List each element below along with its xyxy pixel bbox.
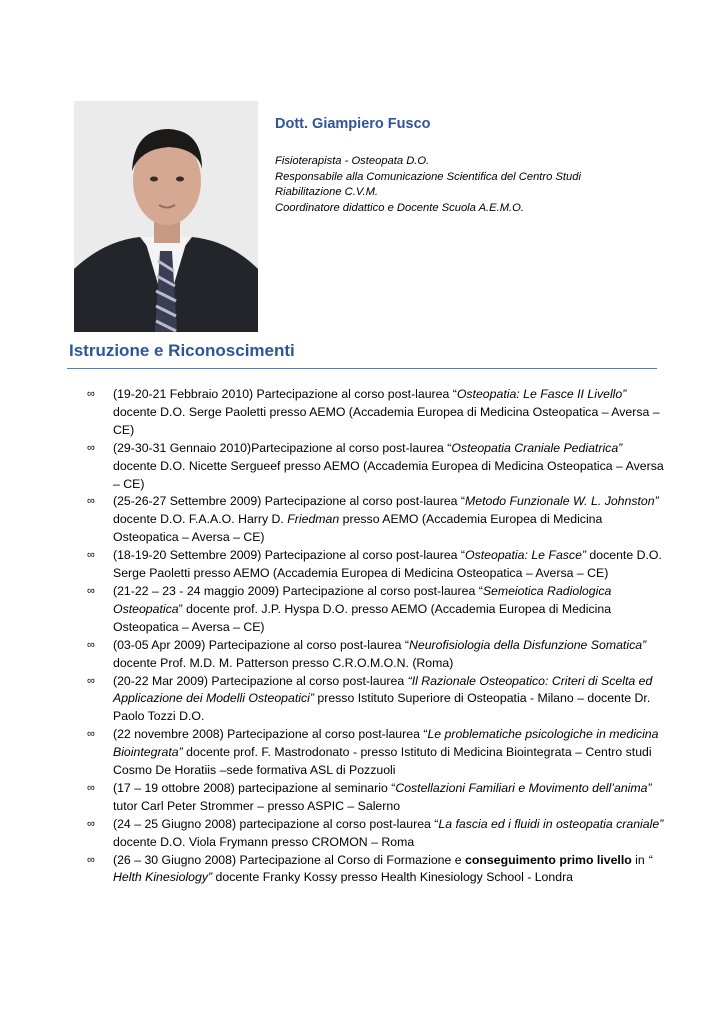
entry-text: (25-26-27 Settembre 2009) Partecipazione al corso post-laurea “ — [113, 494, 466, 509]
entry-text: docente D.O. F.A.A.O. Harry D. — [113, 512, 288, 527]
italic-text: Le problematiche psicologiche in medicina Biointegrata” — [113, 727, 659, 760]
list-item — [87, 852, 667, 888]
bold-text: conseguimento primo livello — [465, 852, 632, 867]
entry-text: docente D.O. Serge Paoletti presso AEMO (Accademia Europea di Medicina Osteopatica – Aversa – CE) — [113, 548, 662, 581]
infinity-bullet-icon: ∞ — [87, 441, 95, 454]
infinity-bullet-icon: ∞ — [87, 495, 95, 508]
profile-role: Fisioterapista - Osteopata D.O. — [275, 155, 430, 167]
education-list — [87, 386, 667, 887]
entry-text: (29-30-31 Gennaio 2010)Partecipazione al corso post-laurea “ — [113, 440, 452, 455]
list-item — [87, 547, 667, 583]
entry-text: (17 – 19 ottobre 2008) partecipazione al seminario “ — [113, 780, 396, 795]
entry-text: docente Prof. M.D. M. Patterson presso C.R.O.M.O.N. (Roma) — [113, 655, 454, 670]
entry-text: (03-05 Apr 2009) Partecipazione al corso post-laurea “ — [113, 637, 409, 652]
list-item — [87, 673, 667, 727]
entry-text: ” docente prof. J.P. Hyspa D.O. presso AEMO (Accademia Europea di Medicina Osteopatica – Aversa – CE) — [113, 601, 612, 634]
infinity-bullet-icon: ∞ — [87, 549, 95, 562]
italic-text: Semeiotica Radiologica Osteopatica — [113, 583, 612, 616]
entry-text: docente D.O. Serge Paoletti presso AEMO (Accademia Europea di Medicina Osteopatica – Aversa – CE) — [113, 404, 660, 437]
italic-text: Metodo Funzionale W. L. Johnston” — [465, 494, 659, 509]
italic-text: “ Helth Kinesiology” — [113, 852, 653, 885]
section-title: Istruzione e Riconoscimenti — [69, 341, 295, 360]
italic-text: “Il Razionale Osteopatico: Criteri di Scelta ed Applicazione dei Modelli Osteopatici” — [113, 673, 653, 706]
profile-name: Dott. Giampiero Fusco — [275, 116, 431, 132]
italic-text: Osteopatia Craniale Pediatrica” — [451, 440, 623, 455]
infinity-bullet-icon: ∞ — [87, 817, 95, 830]
profile-role: Coordinatore didattico e Docente Scuola A.E.M.O. — [275, 201, 524, 214]
italic-text: La fascia ed i fluidi in osteopatia craniale” — [438, 816, 664, 831]
infinity-bullet-icon: ∞ — [87, 674, 95, 687]
list-item — [87, 386, 667, 440]
portrait-image — [74, 101, 258, 332]
entry-text: presso AEMO (Accademia Europea di Medicina Osteopatica – Aversa – CE) — [113, 512, 603, 545]
profile-role: Responsabile alla Comunicazione Scientifica del Centro Studi — [275, 170, 581, 183]
entry-text: (21-22 – 23 - 24 maggio 2009) Partecipazione al corso post-laurea “ — [113, 583, 483, 598]
entry-text: tutor Carl Peter Strommer – presso ASPIC – Salerno — [113, 798, 401, 813]
infinity-bullet-icon: ∞ — [87, 388, 95, 400]
italic-text: Osteopatia: Le Fasce” — [465, 548, 587, 563]
list-item — [87, 726, 667, 780]
profile-role: Riabilitazione C.V.M. — [275, 186, 379, 199]
profile-header — [275, 116, 685, 216]
italic-text: Costellazioni Familiari e Movimento dell’anima” — [395, 780, 652, 795]
section-divider — [67, 368, 657, 369]
italic-text: Neurofisiologia della Disfunzione Somatica” — [408, 637, 647, 652]
italic-text: Friedman — [287, 512, 340, 527]
entry-text: (24 – 25 Giugno 2008) partecipazione al corso post-laurea “ — [113, 816, 439, 831]
entry-text: (20-22 Mar 2009) Partecipazione al corso post-laurea — [113, 673, 408, 688]
list-item — [87, 440, 667, 494]
entry-text: (22 novembre 2008) Partecipazione al corso post-laurea “ — [113, 727, 428, 742]
italic-text: Osteopatia: Le Fasce II Livello” — [456, 387, 627, 401]
entry-text: presso Istituto Superiore di Osteopatia - Milano – docente Dr. Paolo Tozzi D.O. — [113, 691, 651, 724]
profile-photo — [74, 101, 258, 332]
entry-text: (18-19-20 Settembre 2009) Partecipazione al corso post-laurea “ — [113, 548, 466, 563]
infinity-bullet-icon: ∞ — [87, 853, 95, 866]
list-item — [87, 637, 667, 673]
infinity-bullet-icon: ∞ — [87, 781, 95, 794]
entry-text: (19-20-21 Febbraio 2010) Partecipazione al corso post-laurea “ — [113, 387, 457, 401]
entry-text: (26 – 30 Giugno 2008) Partecipazione al Corso di Formazione e — [113, 852, 466, 867]
entry-text: docente prof. F. Mastrodonato - presso Istituto di Medicina Biointegrata – Centro studi Cosmo De Horatiis –sede formativa ASL di Pozzuoli — [113, 745, 652, 778]
entry-text: docente D.O. Nicette Sergueef presso AEMO (Accademia Europea di Medicina Osteopatica – Aversa – CE) — [113, 458, 664, 491]
infinity-bullet-icon: ∞ — [87, 584, 95, 597]
list-item — [87, 816, 667, 852]
infinity-bullet-icon: ∞ — [87, 728, 95, 741]
infinity-bullet-icon: ∞ — [87, 638, 95, 651]
list-item — [87, 583, 667, 637]
list-item — [87, 493, 667, 547]
entry-text: docente Franky Kossy presso Health Kinesiology School - Londra — [212, 870, 574, 885]
entry-text: in — [631, 852, 649, 867]
entry-text: docente D.O. Viola Frymann presso CROMON – Roma — [113, 834, 415, 849]
list-item — [87, 780, 667, 816]
